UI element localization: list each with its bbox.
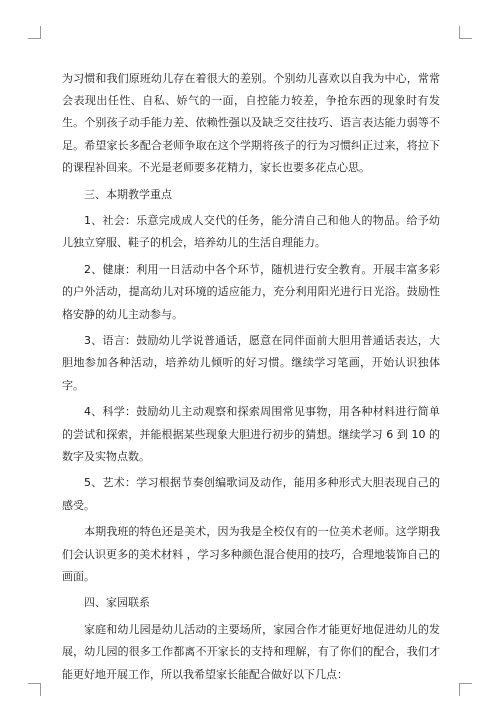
paragraph-continuation: 为习惯和我们原班幼儿存在着很大的差别。个别幼儿喜欢以自我为中心，常常会表现出任性、自私、娇气的一面，自控能力较差，争抢东西的现象时有发生。个别孩子动手能力差、依赖性强以及缺乏交往技巧、语言表达能力弱等不足。希望家长多配合老师争取在这个学期将孩子的行为习惯纠正过来，将拉下的课程补回来。不光是老师要多花精力，家长也要多花点心思。: [62, 72, 440, 174]
paragraph-art: 5、艺术：学习根据节奏创编歌词及动作，能用多种形式大胆表现自己的感受。: [62, 476, 440, 512]
paragraph-social: 1、社会：乐意完成成人交代的任务，能分清自己和他人的物品。给予幼儿独立穿服、鞋子的机会，培养幼儿的生活自理能力。: [62, 214, 440, 250]
document-body: [62, 68, 440, 690]
section-heading-home-school: 四、家园联系: [84, 596, 150, 610]
corner-mark-bottom-right: [459, 683, 472, 696]
section-heading-teaching-focus: 三、本期教学重点: [84, 187, 172, 201]
paragraph-language: 3、语言：鼓励幼儿学说普通话，愿意在同伴面前大胆用普通话表达，大胆地参加各种活动，培养幼儿倾听的好习惯。继续学习笔画，开始认识独体字。: [62, 334, 440, 392]
paragraph-science: 4、科学：鼓励幼儿主动观察和探索周围常见事物，用各种材料进行简单的尝试和探索，并能根据某些现象大胆进行初步的猜想。继续学习 6 到 10 的数字及实物点数。: [62, 405, 440, 463]
corner-mark-top-left: [28, 26, 41, 39]
paragraph-health: 2、健康：利用一日活动中各个环节，随机进行安全教育。开展丰富多彩的户外活动，提高幼儿对环境的适应能力，充分利用阳光进行日光浴。鼓励性格安静的幼儿主动参与。: [62, 263, 440, 321]
corner-mark-top-right: [459, 26, 472, 39]
paragraph-class-feature: 本期我班的特色还是美术，因为我是全校仅有的一位美术老师。这学期我们会认识更多的美术材料 ，学习多种颜色混合使用的技巧，合理地装饰自己的画面。: [62, 525, 440, 583]
paragraph-home-school: 家庭和幼儿园是幼儿活动的主要场所，家园合作才能更好地促进幼儿的发展，幼儿园的很多工作都离不开家长的支持和理解，有了你们的配合，我们才能更好地开展工作，所以我希望家长能配合做好以下几点：: [62, 623, 440, 681]
corner-mark-bottom-left: [28, 683, 41, 696]
